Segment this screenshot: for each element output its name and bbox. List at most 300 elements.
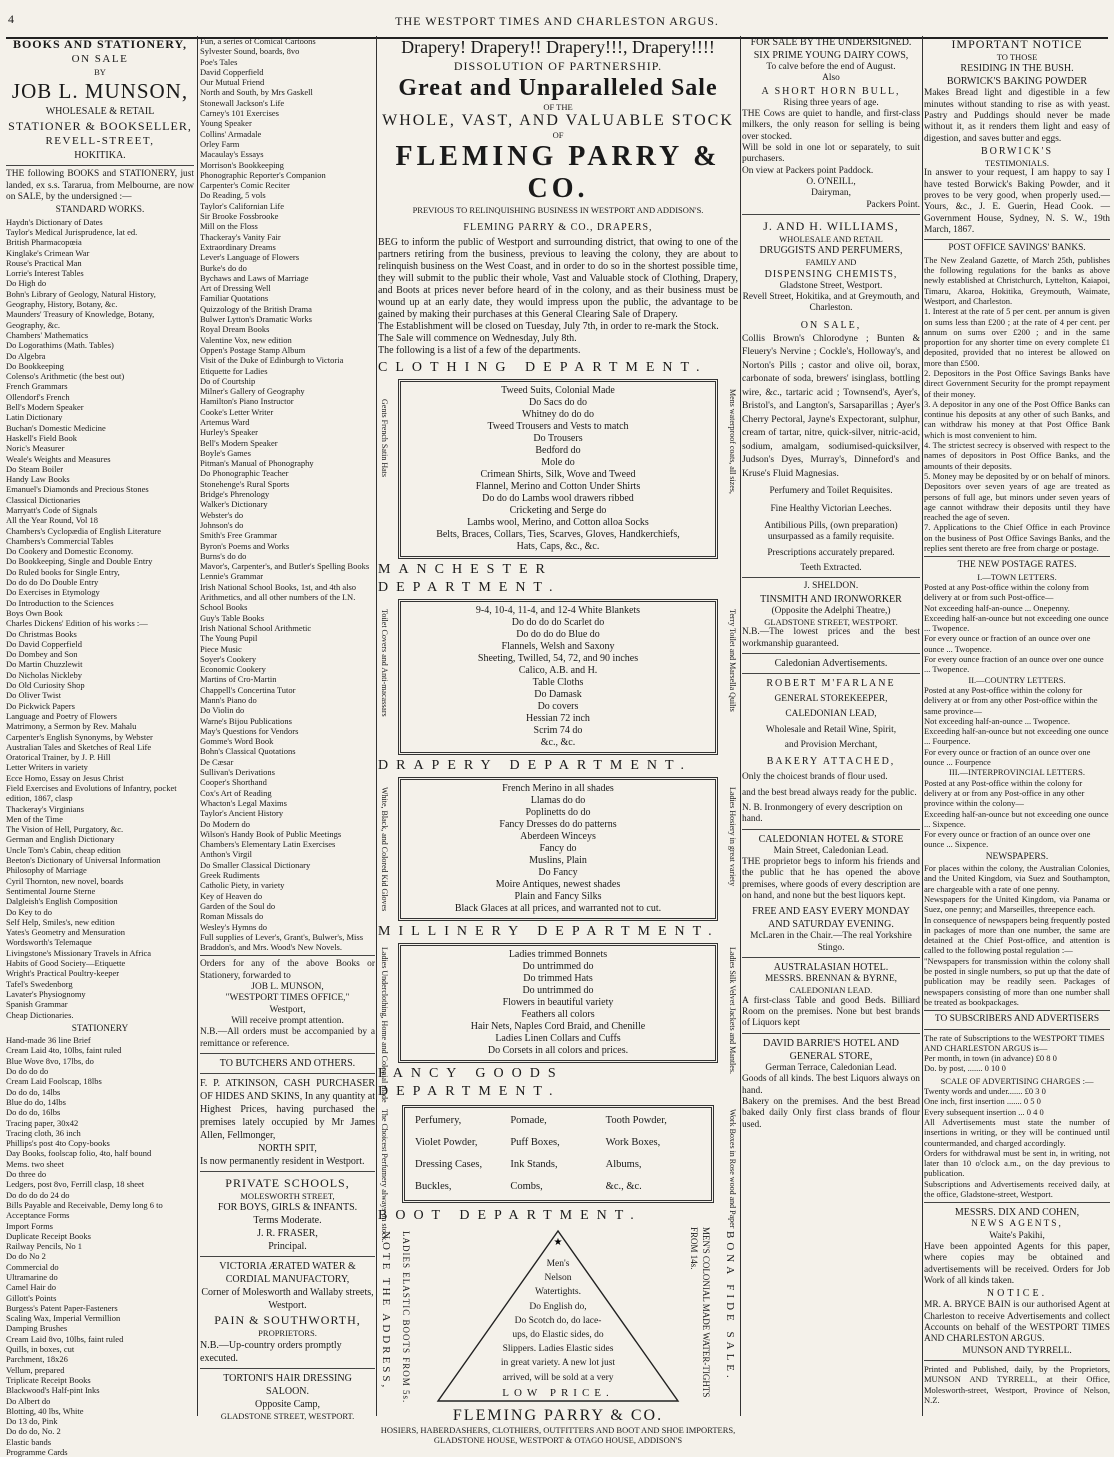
millinery-item: Ladies Linen Collars and Cuffs: [495, 1032, 621, 1044]
orders-name: JOB L. MUNSON,: [251, 982, 324, 993]
stationery-entry: Do 13 do, Pink: [6, 1416, 58, 1427]
drapery-item: Black Glaces at all prices, and warranted not to cut.: [454, 902, 662, 914]
book-entry: Cooke's Letter Writer: [200, 406, 274, 417]
cal-head: Caledonian Advertisements.: [774, 657, 888, 669]
schools-terms: Terms Moderate.: [253, 1215, 322, 1227]
star-icon: ★: [553, 1236, 563, 1248]
millinery-item: Do untrimmed do: [522, 960, 594, 972]
book-entry: Tafel's Swedenborg: [6, 978, 73, 989]
stationery-entry: Blue do do, 14lbs: [6, 1096, 66, 1107]
postage-rates: [924, 716, 1110, 767]
stationery-entry: Do do do do 24 do: [6, 1189, 70, 1200]
rate-line: Exceeding half-an-ounce but not exceeding one ounce ... Sixpence.: [924, 808, 1109, 829]
boot-line: Men's: [546, 1258, 570, 1269]
divider: [200, 1073, 375, 1074]
book-entry: Australian Tales and Sketches of Real Life: [6, 741, 152, 752]
book-entry: Marryatt's Code of Signals: [6, 504, 98, 515]
rate-line: Not exceeding half-an-ounce ... Twopence.: [924, 715, 1071, 726]
book-entry: Wordsworth's Telemaque: [6, 937, 92, 948]
ad-title: BOOKS AND STATIONERY,: [12, 37, 188, 51]
sheldon-name: J. SHELDON.: [803, 581, 859, 592]
book-entry: Do Violin do: [200, 705, 245, 716]
millinery-box: [398, 943, 718, 1063]
fancy-item: Ink Stands,: [510, 1158, 558, 1170]
book-entry: Do Cookery and Domestic Economy.: [6, 546, 134, 557]
victoria-proprietors: PROPRIETORS.: [258, 1328, 317, 1339]
book-entry: Young Speaker: [200, 118, 252, 129]
schools-role: Principal.: [268, 1241, 307, 1253]
savings-rule: 7. Applications to the Chief Office in each Province on the business of Post Office Savings Banks, and the replies sent thereto are free from charge or postage.: [924, 522, 1110, 554]
book-entry: Latin Dictionary: [6, 412, 63, 423]
hotel-head: CALEDONIAN HOTEL & STORE: [758, 833, 904, 845]
mfar-line: and Provision Merchant,: [784, 740, 878, 751]
book-entry: Extraordinary Dreams: [200, 241, 276, 252]
book-entry: Lorrie's Interest Tables: [6, 268, 84, 279]
column-divider: [376, 36, 377, 1416]
sale-head: FOR SALE BY THE UNDERSIGNED.: [750, 37, 912, 48]
schools-street: MOLESWORTH STREET,: [240, 1191, 335, 1202]
fancy-item: Pomade,: [510, 1114, 547, 1126]
millinery-item: Do untrimmed do: [522, 984, 594, 996]
manchester-item: Table Cloths: [532, 676, 584, 688]
manchester-item: Sheeting, Twilled, 54, 72, and 90 inches: [477, 652, 639, 664]
book-entry: Burns's do do: [200, 550, 247, 561]
bor-sub: TESTIMONIALS.: [985, 158, 1049, 169]
book-entry: Bridge's Phrenology: [200, 489, 270, 500]
clothing-item: Lambs wool, Merino, and Cotton alloa Socks: [467, 516, 649, 528]
book-entry: Artemus Ward: [200, 416, 250, 427]
millinery-item: Do trimmed Hats: [523, 972, 593, 984]
stationery-entry: Blue Wove 8vo, 17lbs, do: [6, 1055, 94, 1066]
book-entry: Do High do: [6, 278, 47, 289]
book-entry: Do Dombey and Son: [6, 649, 78, 660]
williams-line: Revell Street, Hokitika, and at Greymouth, and Charleston.: [742, 292, 920, 314]
stationery-entry: Do Albert do: [6, 1395, 51, 1406]
book-entry: Haydn's Dictionary of Dates: [6, 216, 103, 227]
side-label: Ladies Hosiery in great variety: [728, 786, 737, 886]
mfar-line: and the best bread always ready for the public.: [742, 787, 917, 798]
book-entry: Livingstone's Missionary Travels in Africa: [6, 947, 152, 958]
column-divider: [922, 36, 923, 1416]
book-entry: Do do do Do Double Entry: [6, 577, 99, 588]
book-entry: Taylor's Ancient History: [200, 808, 284, 819]
fancy-box: [402, 1105, 714, 1203]
ad-trade: STATIONER & BOOKSELLER,: [8, 119, 192, 134]
book-entry: Yates's Geometry and Mensuration: [6, 927, 125, 938]
aus-head: AUSTRALASIAN HOTEL.: [773, 962, 889, 974]
news-text: Newspapers for the United Kingdom, via Panama or Suez, one penny; and Marseilles, threepence each.: [924, 893, 1110, 915]
clothing-item: Do do do Lambs wool drawers ribbed: [482, 492, 634, 504]
news-head: NEWSPAPERS.: [985, 851, 1049, 862]
book-entry: Guy's Table Books: [200, 612, 265, 623]
bor-body: In answer to your request, I am happy to say I have tested Borwick's Baking Powder, and it proves to be very good, when properly used.—Yours, &c., J. E. Guerin, Head Cook. —Government House, Sydney, N. S. W., 19th March, 1867.: [924, 168, 1110, 236]
book-entry: Bulwer Lytton's Dramatic Works: [200, 314, 312, 325]
tin-line: (Opposite the Adelphi Theatre,): [771, 605, 891, 616]
chem-line: Fine Healthy Victorian Leeches.: [770, 503, 892, 514]
stationery-entry: Mems. two sheet: [6, 1158, 64, 1169]
book-entry: Orley Farm: [200, 138, 240, 149]
stationery-list: [6, 1035, 194, 1457]
book-entry: Noric's Measurer: [6, 443, 65, 454]
boot-line: Nelson: [544, 1273, 572, 1284]
book-entry: Do Bookkeeping, Single and Double Entry: [6, 556, 153, 567]
book-entry: Garden of the Soul do: [200, 900, 276, 911]
book-entry: Sullivan's Derivations: [200, 767, 275, 778]
divider: [924, 1029, 1110, 1030]
divider: [742, 653, 920, 654]
book-entry: Philosophy of Marriage: [6, 865, 87, 876]
stationery-entry: Programme Cards: [6, 1447, 68, 1457]
rate-line: Not exceeding half-an-ounce ... Onepenny.: [924, 602, 1070, 613]
notice-head: NOTICE.: [986, 1288, 1048, 1300]
mfar-line: ROBERT M'FARLANE: [766, 677, 896, 689]
stationery-entry: Cream Laid Foolscap, 18lbs: [6, 1076, 102, 1087]
book-entry: Bell's Modern Speaker: [200, 437, 278, 448]
stationery-entry: Do do No 2: [6, 1251, 46, 1262]
body: BEG to inform the public of Westport and surrounding district, that owing to one of the partners retiring from the business, previous to leaving the colony, they are about to relinquish business on the West Coast, and in order to do so in the shortest possible time, they will submit to the public their whole, Vast and Valuable stock of Clothing, Drapery, and Boots at prices never before heard of in the colony, and as their business must be wound up at an early date, they would impress upon the public, the advantage to be gained by making their purchases at this General Clearing Sale of Drapery.: [378, 236, 738, 320]
boot-line: Slippers. Ladies Elastic sides: [502, 1344, 614, 1355]
millinery-item: Flowers in beautiful variety: [502, 996, 614, 1008]
adv-line: Every subsequent insertion ... 0 4 0: [924, 1106, 1044, 1117]
book-entry: Anthon's Virgil: [200, 849, 252, 860]
stationery-entry: Ultramarine do: [6, 1272, 58, 1282]
book-entry: Charles Dickens' Edition of his works :—: [6, 618, 148, 629]
book-entry: Sentimental Journe Sterne: [6, 885, 96, 896]
news-text: For places within the colony, the Australian Colonies, and the United Kingdom, via Suez and Southampton, are chargeable with a rate of one penny.: [924, 863, 1110, 894]
low-price: LOW PRICE.: [502, 1386, 614, 1399]
book-entry: Do Christmas Books: [6, 628, 77, 639]
side-label: White, Black, and Colored Kid Gloves: [380, 786, 389, 912]
book-entry: Habits of Good Society—Etiquette: [6, 958, 126, 969]
drapery-item: Llamas do do: [530, 794, 586, 806]
manchester-item: Do Damask: [534, 688, 582, 700]
stationery-entry: Blotting, 40 lbs, White: [6, 1405, 84, 1416]
book-entry: Cox's Art of Reading: [200, 787, 272, 798]
drapery-item: Moire Antiques, newest shades: [495, 878, 621, 890]
adv-head: SCALE OF ADVERTISING CHARGES :—: [940, 1075, 1094, 1086]
book-entry: Kinglake's Crimean War: [6, 247, 90, 258]
drapery-item: Fancy do: [539, 842, 577, 854]
of: OF: [552, 130, 564, 141]
book-entry: Valentine Vox, new edition: [200, 334, 292, 345]
book-entry: Fun, a series of Comical Cartoons: [200, 36, 316, 46]
schools-name: J. R. FRASER,: [257, 1228, 318, 1240]
column-4: [742, 36, 920, 1416]
adv-line: Twenty words and under....... £0 3 0: [924, 1086, 1046, 1097]
standard-works-list: [6, 217, 194, 1020]
book-entry: Do Phonographic Teacher: [200, 468, 289, 479]
book-entry: Visit of the Duke of Edinburgh to Victoria: [200, 355, 344, 366]
side-label: Ladies Silk Velvet Jackets and Mantles.: [728, 946, 737, 1074]
rate-line: For every ounce or fraction of an ounce over one ounce ... Sixpence.: [924, 829, 1091, 850]
divider: [200, 1171, 375, 1172]
divider: [924, 556, 1110, 557]
mfar-line: GENERAL STOREKEEPER,: [774, 693, 888, 704]
sale-bull: A SHORT HORN BULL,: [761, 85, 901, 97]
sale-name: O. O'NEILL,: [806, 177, 856, 188]
stationery-entry: Import Forms: [6, 1220, 53, 1231]
stationery-entry: Do three do: [6, 1169, 47, 1180]
clothing-item: Mole do: [541, 456, 575, 468]
book-entry: North and South, by Mrs Gaskell: [200, 87, 313, 98]
drapery-item: Fancy Dresses do do patterns: [499, 818, 617, 830]
stationery-entry: Railway Pencils, No 1: [6, 1241, 83, 1252]
book-entry: Cheap Dictionaries.: [6, 1009, 74, 1020]
book-entry: Lever's Language of Flowers: [200, 252, 300, 263]
savings-rule: 5. Money may be deposited by or on behalf of minors. Depositors over seven years of age are treated as persons of full age, but minors under seven years of age cannot withdraw their deposits until they have reached the age of seven.: [924, 470, 1110, 523]
aus-line: MESSRS. BRENNAN & BYRNE,: [764, 974, 898, 985]
onsale-body: Collis Brown's Chlorodyne ; Bunten & Fleuery's Nervine ; Cockle's, Holloway's, and Norton's Pills ; castor and olive oil, borax, carbonate of soda, brewers' isinglass, bottling wire, &c., tartaric acid ; Townsend's, Ayer's, Bristol's, and Langton's, Sarsaparillas ; Ayer's Cherry Pectoral, Jayne's Expectorant, sulphur, cream of tartar, nitre, quick-silver, nitric-acid, sodium, amalgam, sodiumised-quicksilver, Judson's Dyes, Murray's, Dinneford's and Kruse's Fluid Magnesias.: [742, 332, 920, 479]
stationery-entry: Commercial do: [6, 1261, 59, 1272]
masthead-title: THE WESTPORT TIMES AND CHARLESTON ARGUS.: [395, 14, 719, 28]
stationery-entry: Quills, in boxes, cut: [6, 1344, 75, 1355]
book-entry: Do David Copperfield: [6, 638, 83, 649]
williams-line: Gladstone Street, Westport.: [779, 280, 883, 291]
dav-head: DAVID BARRIE'S HOTEL AND GENERAL STORE,: [763, 1037, 899, 1062]
dix-line: Waite's Pakihi,: [989, 1230, 1045, 1241]
book-entry: Greek Rudiments: [200, 870, 260, 881]
rate-line: Exceeding half-an-ounce but not exceeding one ounce ... Fourpence.: [924, 726, 1109, 747]
tin-line: N.B.—The lowest prices and the best workmanship guaranteed.: [742, 627, 920, 649]
clothing-item: Tweed Suits, Colonial Made: [501, 384, 615, 396]
imp-line: RESIDING IN THE BUSH.: [960, 63, 1074, 75]
onsale-head: ON SALE,: [800, 319, 862, 331]
book-entry: Full supplies of Lever's, Grant's, Bulwer's, Miss Braddon's, and Mrs. Wood's New Novels.: [200, 931, 364, 953]
boot-line: Watertights.: [535, 1287, 581, 1298]
manchester-item: Do covers: [537, 700, 579, 712]
book-entry: Roman Missals do: [200, 911, 264, 922]
dav-line: Goods of all kinds. The best Liquors always on hand.: [742, 1074, 920, 1096]
atkinson-text: F. P. ATKINSON, CASH PURCHASER OF HIDES AND SKINS, In any quantity at Highest Prices, having purchased the premises lately occupied by Mr James Allen, Fellmonger,: [200, 1078, 375, 1142]
tin-line: GLADSTONE STREET, WESTPORT.: [764, 617, 898, 627]
stationery-entry: Ledgers, post 8vo, Ferrill clasp, 18 sheet: [6, 1179, 145, 1190]
manchester-section: [378, 599, 738, 755]
postage-sub: III.—INTERPROVINCIAL LETTERS.: [949, 767, 1085, 778]
tortoni-saloon: SALOON.: [265, 1385, 310, 1397]
clothing-item: Do Sacs do do: [528, 396, 588, 408]
clothing-item: Flannel, Merino and Cotton Under Shirts: [475, 480, 641, 492]
body3: The Sale will commence on Wednesday, July 8th.: [378, 332, 577, 344]
book-entry: David Copperfield: [200, 66, 264, 77]
stationery-entry: Do do do do: [6, 1066, 49, 1077]
side-label: Gents French Satin Hats: [380, 398, 389, 477]
book-entry: Do of Courtship: [200, 375, 256, 386]
clothing-item: Whitney do do do: [522, 408, 594, 420]
divider: [742, 214, 920, 215]
footer-title: FLEMING PARRY & CO.: [452, 1406, 664, 1424]
manchester-item: Scrim 74 do: [533, 724, 583, 736]
book-entry: Do Bookkeeping: [6, 360, 64, 371]
book-entry: Catholic Piety, in variety: [200, 880, 285, 891]
book-entry: May's Questions for Vendors: [200, 725, 299, 736]
dix-body: Have been appointed Agents for this paper, where copies may be obtained and advertisements will be received. Orders for Job Work of all kinds taken.: [924, 1241, 1110, 1286]
book-entry: Bohn's Library of Geology, Natural History, Geography, History, Botany, &c.: [6, 288, 156, 310]
divider: [742, 1033, 920, 1034]
divider: [924, 1010, 1110, 1011]
millinery-item: Feathers all colors: [521, 1008, 595, 1020]
subs-line: Do. by post, ....... 0 10 0: [924, 1063, 1006, 1074]
manchester-item: 9-4, 10-4, 11-4, and 12-4 White Blankets: [475, 604, 641, 616]
rate-line: For every ounce fraction of an ounce over one ounce ... Twopence.: [924, 654, 1104, 675]
postage-text: Posted at any Post-office within the colony from delivery at or from such Post-office—: [924, 581, 1089, 603]
news-text: In consequence of newspapers being frequently posted in packages of more than one number, the same are detained at the Chief Post-office, and attention is called to the following postal regulation :—: [924, 914, 1110, 956]
manchester-item: Hessian 72 inch: [526, 712, 590, 724]
book-entry: Economic Cookery: [200, 664, 266, 675]
book-entry: Language and Poetry of Flowers: [6, 710, 117, 721]
drapery-section: [378, 777, 738, 921]
book-entry: Do Reading, 5 vols: [200, 190, 266, 201]
body2: The Establishment will be closed on Tuesday, July 7th, in order to re-mark the Stock.: [378, 320, 719, 332]
stationery-entry: Damping Brushes: [6, 1323, 68, 1334]
book-entry: Emanuel's Diamonds and Precious Stones: [6, 484, 149, 495]
tortoni-place: Opposite Camp,: [255, 1398, 320, 1410]
book-entry: Wilson's Handy Book of Public Meetings: [200, 828, 342, 839]
clothing-section: [378, 379, 738, 559]
fancy-item: Buckles,: [415, 1180, 452, 1192]
fancy-item: Puff Boxes,: [510, 1136, 560, 1148]
side-label: Ladies Underclothing, Home and Colonial made: [380, 946, 389, 1103]
savings-list: [924, 306, 1110, 553]
book-entry: Do Old Curiosity Shop: [6, 680, 85, 691]
aus-line: CALEDONIAN LEAD.: [789, 985, 873, 996]
book-entry: Do Nicholas Nickleby: [6, 669, 83, 680]
postage-rates: [924, 809, 1110, 850]
book-entry: Etiquette for Ladies: [200, 365, 268, 376]
sale-place: Packers Point.: [866, 199, 920, 210]
section-heading: TO BUTCHERS AND OTHERS.: [219, 1058, 356, 1070]
victoria-heading: VICTORIA ÆRATED WATER & CORDIAL MANUFACTORY,: [219, 1261, 356, 1286]
stationery-entry: Elastic bands: [6, 1436, 52, 1447]
tin-head: TINSMITH AND IRONWORKER: [760, 593, 902, 605]
book-entry: Lavater's Physiognomy: [6, 988, 86, 999]
adv-line: Subscriptions and Advertisements received daily, at the office, Gladstone-street, Westport.: [924, 1178, 1110, 1199]
book-entry: Piece Music: [200, 643, 242, 654]
stationery-entry: Triplicate Receipt Books: [6, 1374, 91, 1385]
sale-calve: To calve before the end of August.: [766, 62, 896, 72]
book-entry: Weale's Weights and Measures: [6, 453, 111, 464]
fancy-item: Violet Powder,: [415, 1136, 478, 1148]
book-entry: Wright's Practical Poultry-keeper: [6, 968, 120, 979]
stationery-entry: Tracing cloth, 36 inch: [6, 1127, 81, 1138]
subs-line: Per month, in town (in advance) £0 8 0: [924, 1053, 1057, 1064]
side-label: BONA FIDE SALE.: [724, 1230, 736, 1382]
imp-line: BORWICK'S BAKING POWDER: [946, 76, 1088, 88]
dix-head: MESSRS. DIX AND COHEN,: [954, 1207, 1080, 1219]
divider: [924, 1202, 1110, 1203]
book-entry: Do Pickwick Papers: [6, 700, 75, 711]
column-2: [200, 36, 375, 1421]
page-number: 4: [8, 12, 14, 26]
whole-stock: WHOLE, VAST, AND VALUABLE STOCK: [382, 112, 734, 130]
book-entry: Familiar Quotations: [200, 293, 269, 304]
stationery-entry: Parchment, 18x26: [6, 1354, 68, 1365]
millinery-item: Do Corsets in all colors and prices.: [487, 1044, 629, 1056]
notice-body: MR. A. BRYCE BAIN is our authorised Agent at Charleston to receive Advertisements and collect Accounts on behalf of the WESTPORT TIMES AND CHARLESTON ARGUS.: [924, 1300, 1110, 1345]
manchester-item: Flannels, Welsh and Saxony: [501, 640, 615, 652]
book-entry: Do Smaller Classical Dictionary: [200, 859, 311, 870]
book-entry: Chappell's Concertina Tutor: [200, 684, 296, 695]
stationery-entry: Phillips's post 4to Copy-books: [6, 1138, 110, 1149]
dav-line: Bakery on the premises. And the best Bread baked daily Only first class brands of flour used.: [742, 1096, 920, 1130]
postage-rates: [924, 603, 1110, 675]
rate-line: Exceeding half-an-ounce but not exceeding one ounce ... Twopence.: [924, 612, 1109, 634]
section-heading: STANDARD WORKS.: [55, 205, 145, 216]
book-entry: Bychaws and Laws of Marriage: [200, 272, 309, 283]
boot-line: arrived, will be sold at a very: [502, 1372, 614, 1383]
book-entry: De Cæsar: [200, 756, 234, 767]
postage-head: THE NEW POSTAGE RATES.: [957, 560, 1077, 571]
millinery-heading: MILLINERY DEPARTMENT.: [378, 923, 720, 939]
book-entry: Wesley's Hymns do: [200, 921, 267, 932]
victoria-nb: N.B.—Up-country orders promptly executed.: [200, 1339, 342, 1364]
free-line: McLaren in the Chair.—The real Yorkshire Stingo.: [750, 931, 912, 953]
stationery-entry: Cream Laid 8vo, 10lbs, faint ruled: [6, 1333, 124, 1344]
notice-sign: MUNSON AND TYRRELL.: [962, 1345, 1072, 1356]
bor-head: BORWICK'S: [980, 146, 1054, 158]
orders-office: "WESTPORT TIMES OFFICE,": [225, 993, 350, 1004]
clothing-item: Do Trousers: [533, 432, 583, 444]
book-entry: French Grammars: [6, 381, 68, 392]
book-entry: Walker's Dictionary: [200, 499, 268, 510]
schools-for: FOR BOYS, GIRLS & INFANTS.: [217, 1202, 358, 1214]
book-entry: Smith's Free Grammar: [200, 530, 278, 541]
dix-line: NEWS AGENTS,: [971, 1219, 1063, 1230]
divider: [200, 1053, 375, 1054]
book-entry: Sir Brooke Fossbrooke: [200, 211, 279, 222]
manchester-heading: MANCHESTER DEPARTMENT.: [378, 561, 561, 595]
book-entry: Spanish Grammar: [6, 999, 68, 1010]
book-entry: Colenso's Arithmetic (the best out): [6, 371, 125, 382]
book-entry: Do Algebra: [6, 350, 46, 361]
tortoni-heading: TORTONI'S HAIR DRESSING: [223, 1372, 352, 1384]
manchester-item: Do do do do Scarlet do: [511, 616, 605, 628]
book-entry: Collins' Armadale: [200, 128, 262, 139]
book-entry: Thackeray's Vanity Fair: [200, 231, 281, 242]
stationery-entry: Acceptance Forms: [6, 1210, 70, 1221]
drapery-item: Poplinetts do do: [525, 806, 591, 818]
dissolution: DISSOLUTION OF PARTNERSHIP.: [453, 59, 663, 73]
manchester-box: [398, 599, 718, 755]
stationery-entry: Day Books, foolscap folio, 4to, half bound: [6, 1148, 152, 1159]
savings-head: POST OFFICE SAVINGS' BANKS.: [948, 243, 1086, 254]
book-entry: The Young Pupil: [200, 633, 258, 644]
divider: [742, 577, 920, 578]
williams-line: WHOLESALE AND RETAIL: [779, 234, 883, 245]
subs-line: The rate of Subscriptions to the WESTPORT TIMES AND CHARLESTON ARGUS is—: [924, 1032, 1105, 1053]
book-entry: Men of the Time: [6, 813, 63, 824]
savings-intro: The New Zealand Gazette, of March 25th, publishes the following regulations for the banks as above newly established at Christchurch, Lyttelton, Kaiapoi, Timaru, Akaroa, Hokitika, Greymouth, Waimate, Westport, and Charleston.: [924, 254, 1110, 306]
column-5: [924, 36, 1110, 1416]
clothing-item: Bedford do: [535, 444, 581, 456]
book-entry: Macaulay's Essays: [200, 149, 264, 160]
book-entry: Handy Law Books: [6, 474, 70, 485]
side-label: Work Boxes in Rose wood and Paper: [728, 1108, 737, 1229]
stationery-entry: Tracing paper, 30x42: [6, 1117, 79, 1128]
fancy-item: Albums,: [605, 1158, 642, 1170]
side-label: NOTE THE ADDRESS,: [380, 1230, 392, 1391]
book-entry: Maunders' Treasury of Knowledge, Botany, Geography, &c.: [6, 309, 155, 330]
williams-head: J. AND H. WILLIAMS,: [763, 219, 899, 234]
book-entry: Do Introduction to the Sciences: [6, 597, 114, 608]
book-entry: Field Exercises and Evolutions of Infantry, pocket edition, 1867, clasp: [6, 783, 177, 804]
clothing-heading: CLOTHING DEPARTMENT.: [378, 359, 708, 375]
great-sale: Great and Unparalleled Sale: [398, 75, 718, 101]
book-entry: Carney's 101 Exercises: [200, 108, 279, 119]
clothing-item: Belts, Braces, Collars, Ties, Scarves, Gloves, Handkerchiefs,: [436, 528, 680, 540]
manchester-item: Do do do do Blue do: [516, 628, 600, 640]
book-entry: Uncle Tom's Cabin, cheap edition: [6, 844, 121, 855]
sale-also: Also: [822, 73, 840, 84]
